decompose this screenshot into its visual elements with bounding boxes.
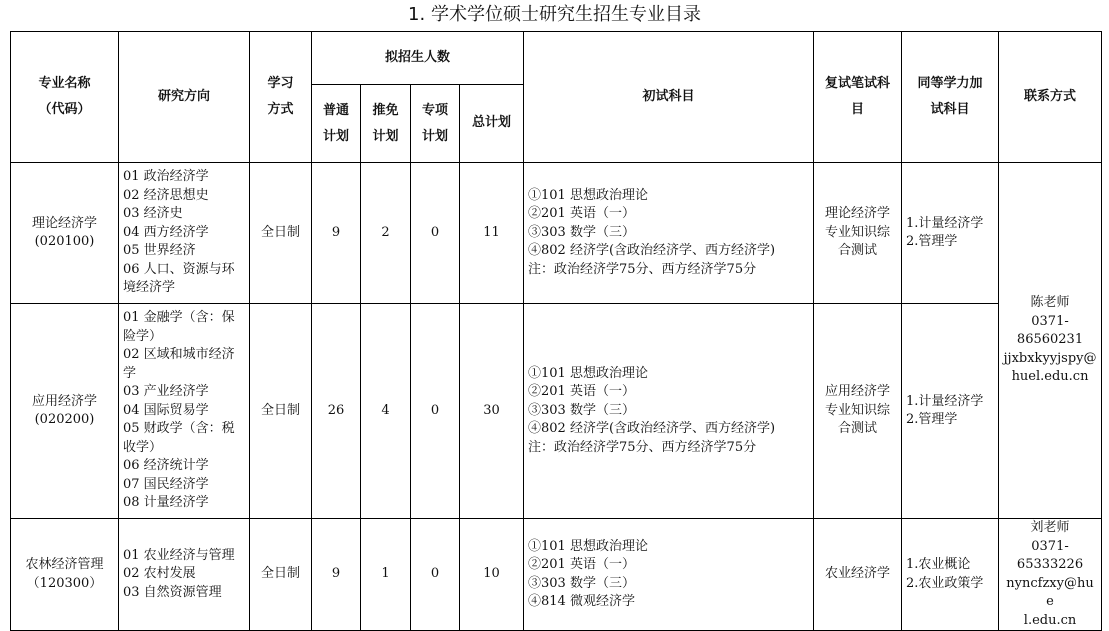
exempt-plan-cell: 2 <box>361 163 411 304</box>
direction-item: 01 金融学（含：保险学） <box>123 310 235 344</box>
retest-line: 农业经济学 <box>825 566 891 582</box>
header-equivalent-line1: 同等学力加 <box>917 76 983 91</box>
direction-item: 01 农业经济与管理 <box>123 547 235 563</box>
page-title: 1. 学术学位硕士研究生招生专业目录 <box>408 4 701 25</box>
study-mode-cell: 全日制 <box>250 163 312 304</box>
header-total: 总计划 <box>460 85 524 163</box>
retest-line: 合测试 <box>838 243 878 259</box>
regular-plan-cell: 9 <box>312 163 361 304</box>
equivalent-item: 1.计量经济学 <box>906 215 984 231</box>
subject-item: ④814 微观经济学 <box>528 594 635 609</box>
header-exempt-line1: 推免 <box>372 102 399 118</box>
header-regular-line2: 计划 <box>322 128 349 144</box>
subject-item: ③303 数学（三） <box>528 224 635 240</box>
contact-phone: 0371- <box>1031 538 1069 554</box>
direction-item: 02 经济思想史 <box>123 187 209 203</box>
major-name: 理论经济学 <box>31 215 97 231</box>
equivalent-item: 2.管理学 <box>906 412 958 427</box>
subject-item: ①101 思想政治理论 <box>528 187 648 203</box>
header-retest-subjects <box>814 32 902 163</box>
major-code: (020100) <box>34 234 95 249</box>
header-exam-subjects: 初试科目 <box>524 32 814 163</box>
header-row-1 <box>11 32 1102 85</box>
subject-item: ②201 英语（一） <box>528 384 635 400</box>
retest-line: 理论经济学 <box>825 206 891 222</box>
header-study-mode <box>250 32 312 163</box>
retest-subject-cell <box>814 519 902 631</box>
header-study-mode-line2: 方式 <box>267 102 294 117</box>
header-special-line2: 计划 <box>421 128 448 144</box>
total-plan-cell: 11 <box>460 163 524 304</box>
header-major-line1: 专业名称 <box>38 76 91 91</box>
exam-subjects-cell <box>524 519 814 631</box>
retest-subject-cell <box>814 163 902 304</box>
contact-email: l.edu.cn <box>1023 612 1077 628</box>
direction-item: 04 国际贸易学 <box>123 402 209 418</box>
exempt-plan-cell: 4 <box>361 304 411 519</box>
contact-email: jjxbxkyyjspy@ <box>1003 350 1097 366</box>
subject-note: 注：政治经济学75分、西方经济学75分 <box>528 439 757 455</box>
total-plan-cell: 10 <box>460 519 524 631</box>
header-major-line2: （代码） <box>38 102 91 117</box>
header-regular-line1: 普通 <box>322 102 349 118</box>
direction-item: 03 自然资源管理 <box>123 584 222 600</box>
contact-cell <box>999 519 1102 631</box>
contact-cell <box>999 163 1102 519</box>
equivalent-subject-cell <box>902 163 999 304</box>
header-study-mode-line1: 学习 <box>267 76 294 91</box>
subject-item: ③303 数学（三） <box>528 575 635 591</box>
subject-item: ④802 经济学(含政治经济学、西方经济学) <box>528 243 776 259</box>
equivalent-item: 1.计量经济学 <box>906 393 984 409</box>
direction-item: 03 产业经济学 <box>123 384 209 400</box>
equivalent-item: 2.农业政策学 <box>906 575 984 591</box>
equivalent-subject-cell <box>902 304 999 519</box>
special-plan-cell: 0 <box>411 163 460 304</box>
header-equivalent-line2: 试科目 <box>930 102 970 117</box>
retest-line: 专业知识综 <box>825 402 891 418</box>
major-cell <box>11 519 119 631</box>
subject-item: ③303 数学（三） <box>528 402 635 418</box>
direction-item: 04 西方经济学 <box>123 224 209 240</box>
direction-item: 07 国民经济学 <box>123 476 209 492</box>
direction-item: 01 政治经济学 <box>123 169 209 185</box>
exam-subjects-cell <box>524 304 814 519</box>
header-major <box>11 32 119 163</box>
direction-item: 06 人口、资源与环境经济学 <box>123 261 235 296</box>
special-plan-cell: 0 <box>411 304 460 519</box>
regular-plan-cell: 9 <box>312 519 361 631</box>
retest-line: 应用经济学 <box>825 384 891 400</box>
header-special <box>411 85 460 163</box>
subject-item: ④802 经济学(含政治经济学、西方经济学) <box>528 421 776 437</box>
header-retest-line1: 复试笔试科 <box>825 76 891 91</box>
direction-item: 02 农村发展 <box>123 566 196 582</box>
retest-subject-cell <box>814 304 902 519</box>
major-cell <box>11 304 119 519</box>
contact-name: 刘老师 <box>1030 520 1070 535</box>
subject-item: ②201 英语（一） <box>528 206 635 222</box>
equivalent-item: 1.农业概论 <box>906 557 971 572</box>
contact-phone: 65333226 <box>1016 557 1084 572</box>
exam-subjects-cell <box>524 163 814 304</box>
major-name: 农林经济管理 <box>25 557 104 572</box>
major-name: 应用经济学 <box>31 393 97 409</box>
direction-item: 05 财政学（含：税收学） <box>123 421 235 455</box>
contact-email: huel.edu.cn <box>1011 369 1089 385</box>
equivalent-subject-cell <box>902 519 999 631</box>
study-mode-cell: 全日制 <box>250 304 312 519</box>
header-regular <box>312 85 361 163</box>
contact-phone: 86560231 <box>1016 332 1084 348</box>
direction-item: 06 经济统计学 <box>123 458 209 474</box>
total-plan-cell: 30 <box>460 304 524 519</box>
retest-line: 专业知识综 <box>825 224 891 240</box>
direction-item: 08 计量经济学 <box>123 495 209 511</box>
enrollment-catalog-table <box>10 31 1102 631</box>
contact-email: nyncfzxy@hue <box>1006 575 1094 609</box>
regular-plan-cell: 26 <box>312 304 361 519</box>
major-code: (020200) <box>34 412 95 427</box>
header-contact: 联系方式 <box>999 32 1102 163</box>
subject-note: 注：政治经济学75分、西方经济学75分 <box>528 261 757 277</box>
direction-item: 05 世界经济 <box>123 243 196 259</box>
header-exempt-line2: 计划 <box>372 128 399 144</box>
table-row <box>11 304 1102 519</box>
retest-line: 合测试 <box>838 421 878 437</box>
header-direction: 研究方向 <box>119 32 250 163</box>
direction-item: 03 经济史 <box>123 206 183 222</box>
direction-cell <box>119 519 250 631</box>
table-row <box>11 163 1102 304</box>
direction-item: 02 区域和城市经济学 <box>123 347 235 381</box>
equivalent-item: 2.管理学 <box>906 234 958 249</box>
contact-name: 陈老师 <box>1030 295 1070 311</box>
study-mode-cell: 全日制 <box>250 519 312 631</box>
header-retest-line2: 目 <box>851 102 865 117</box>
subject-item: ①101 思想政治理论 <box>528 538 648 554</box>
subject-item: ①101 思想政治理论 <box>528 365 648 381</box>
special-plan-cell: 0 <box>411 519 460 631</box>
header-equivalent-subjects <box>902 32 999 163</box>
exempt-plan-cell: 1 <box>361 519 411 631</box>
table-row <box>11 519 1102 631</box>
contact-phone: 0371- <box>1031 313 1069 329</box>
header-special-line1: 专项 <box>421 102 448 118</box>
header-exempt <box>361 85 411 163</box>
major-cell <box>11 163 119 304</box>
direction-cell <box>119 304 250 519</box>
header-planned-enrollment: 拟招生人数 <box>312 32 524 85</box>
subject-item: ②201 英语（一） <box>528 557 635 572</box>
direction-cell <box>119 163 250 304</box>
major-code: （120300） <box>26 575 103 591</box>
